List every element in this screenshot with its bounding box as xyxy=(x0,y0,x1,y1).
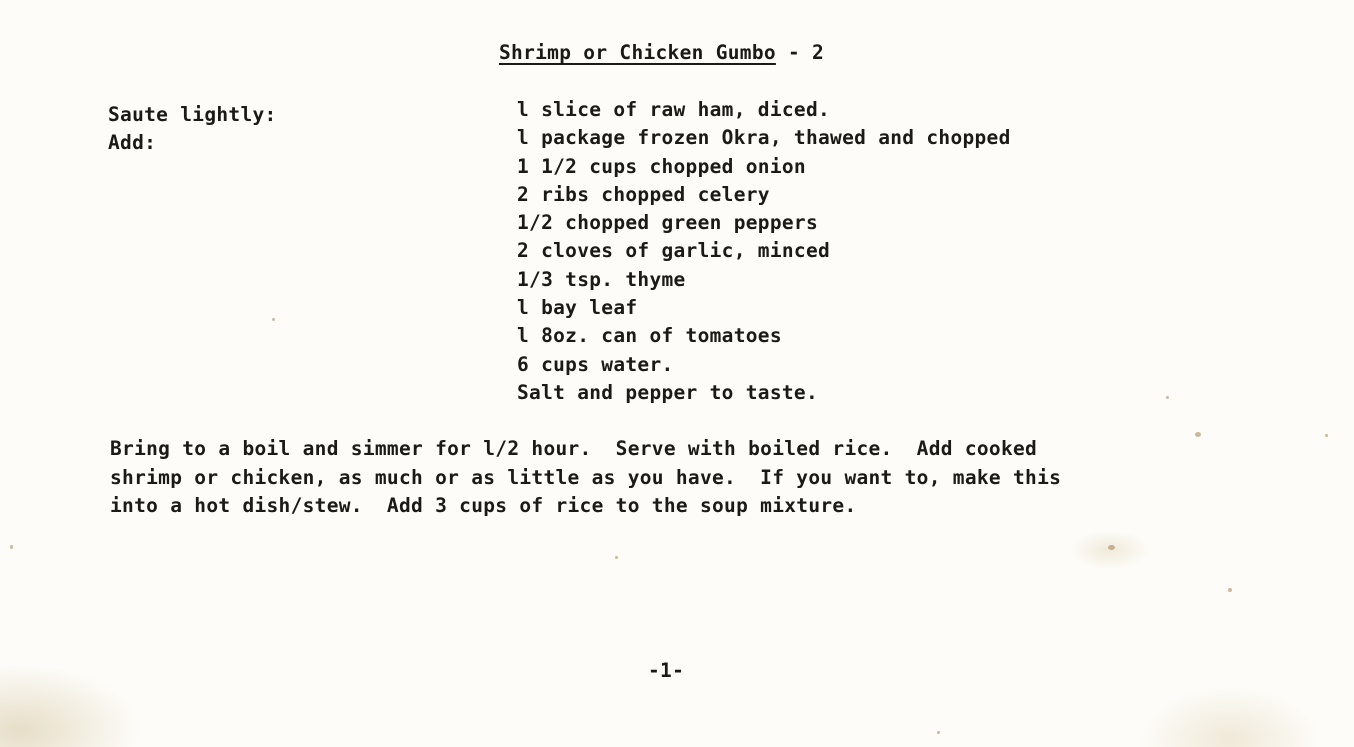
ingredient-item: 6 cups water. xyxy=(517,352,674,376)
paper-speck xyxy=(10,545,13,549)
ingredient-item: l package frozen Okra, thawed and chopped xyxy=(517,126,1011,150)
paper-speck xyxy=(1228,588,1232,592)
ingredient-item: 1 1/2 cups chopped onion xyxy=(517,154,806,178)
page-number: -1- xyxy=(648,659,685,682)
ingredient-item: 2 ribs chopped celery xyxy=(517,182,770,206)
instruction-line: into a hot dish/stew. Add 3 cups of rice to the soup mixture. xyxy=(110,494,857,517)
paper-speck xyxy=(1195,432,1201,437)
ingredient-list xyxy=(517,99,1011,410)
ingredient-item: 1/3 tsp. thyme xyxy=(517,267,686,291)
ingredient-item: l 8oz. can of tomatoes xyxy=(517,324,782,348)
instructions-paragraph xyxy=(110,438,1061,524)
title-main: Shrimp or Chicken Gumbo xyxy=(499,41,776,64)
paper-speck xyxy=(1325,434,1328,437)
instruction-line: shrimp or chicken, as much or as little as you have. If you want to, make this xyxy=(110,465,1062,489)
paper-speck xyxy=(615,556,618,559)
ingredient-item: l slice of raw ham, diced. xyxy=(517,98,831,121)
saute-label: Saute lightly: xyxy=(108,103,277,126)
paper-speck xyxy=(1166,396,1169,399)
instruction-line: Bring to a boil and simmer for l/2 hour. Serve with boiled rice. Add cooked xyxy=(110,437,1038,460)
ingredient-item: 1/2 chopped green peppers xyxy=(517,211,818,235)
ingredient-item: Salt and pepper to taste. xyxy=(517,380,818,404)
title-suffix: - 2 xyxy=(775,41,825,64)
ingredient-item: 2 cloves of garlic, minced xyxy=(517,239,831,263)
paper-speck xyxy=(272,318,275,321)
ingredient-item: l bay leaf xyxy=(517,296,638,320)
paper-speck xyxy=(1108,545,1115,550)
add-label: Add: xyxy=(108,131,157,154)
paper-speck xyxy=(937,731,940,734)
page-title xyxy=(499,42,824,64)
